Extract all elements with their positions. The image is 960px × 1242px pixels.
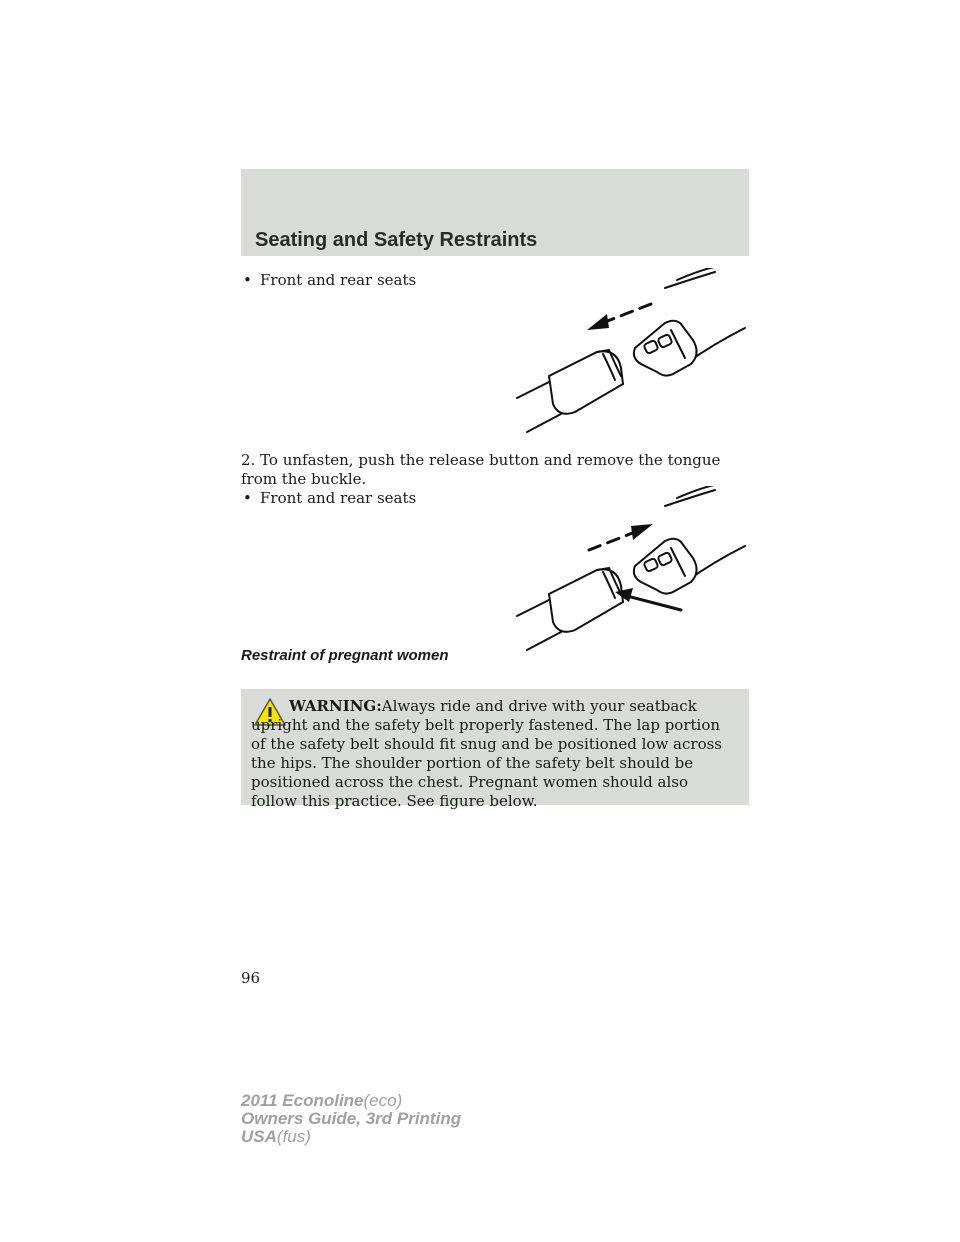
fasten-belt-illustration — [505, 268, 750, 434]
section-header — [241, 169, 749, 256]
footer-model: 2011 Econoline — [241, 1091, 364, 1110]
bullet-symbol: • — [243, 489, 252, 507]
footer-market: USA — [241, 1127, 277, 1146]
warning-box — [241, 689, 749, 810]
subheading-pregnant-women: Restraint of pregnant women — [241, 647, 449, 664]
bullet-text: Front and rear seats — [260, 271, 417, 289]
document-footer — [241, 1092, 461, 1146]
bullet-symbol: • — [243, 271, 252, 289]
bullet-item-front-rear-seats-1 — [243, 271, 416, 290]
warning-body: Always ride and drive with your seatback upright and the safety belt properly fastened. The lap portion of the safety belt should fit snug and be positioned low across the hips. The shoulder portion of the safety belt should be positioned across the chest. Pregnant women should also follow this practice. See figure below. — [251, 697, 722, 810]
footer-market-code: (fus) — [276, 1127, 311, 1146]
warning-text — [251, 697, 737, 811]
bullet-item-front-rear-seats-2 — [243, 489, 416, 508]
section-title: Seating and Safety Restraints — [255, 229, 538, 251]
footer-printing: Owners Guide, 3rd Printing — [241, 1109, 462, 1128]
bullet-text: Front and rear seats — [260, 489, 417, 507]
unfasten-instruction: 2. To unfasten, push the release button and remove the tongue from the buckle. — [241, 451, 721, 488]
warning-label: WARNING: — [289, 697, 382, 715]
footer-model-code: (eco) — [363, 1091, 403, 1110]
page-number: 96 — [241, 969, 261, 987]
unfasten-belt-illustration — [505, 486, 750, 652]
